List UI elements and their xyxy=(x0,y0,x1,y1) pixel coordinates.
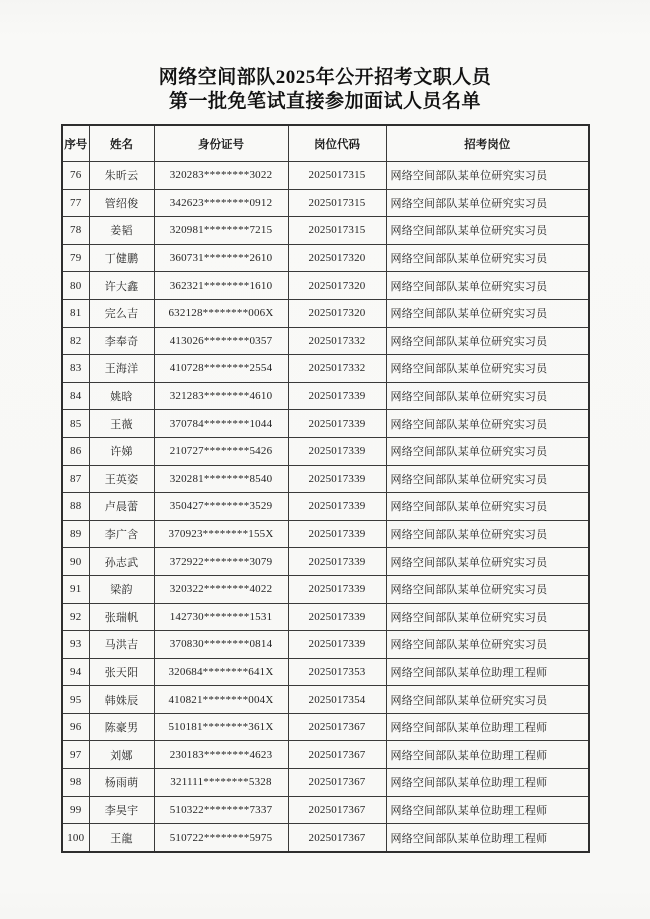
cell-name: 姚晗 xyxy=(89,382,154,410)
cell-post-title: 网络空间部队某单位助理工程师 xyxy=(386,658,589,686)
cell-post-title: 网络空间部队某单位研究实习员 xyxy=(386,465,589,493)
cell-id-number: 320322********4022 xyxy=(154,575,288,603)
cell-index: 82 xyxy=(62,327,89,355)
cell-post-title: 网络空间部队某单位研究实习员 xyxy=(386,355,589,383)
cell-id-number: 342623********0912 xyxy=(154,189,288,217)
table-header-row xyxy=(62,125,589,162)
table-row xyxy=(62,548,589,576)
cell-post-code: 2025017339 xyxy=(288,520,386,548)
page-title-line2: 第一批免笔试直接参加面试人员名单 xyxy=(168,91,481,112)
cell-post-title: 网络空间部队某单位助理工程师 xyxy=(386,769,589,797)
cell-id-number: 350427********3529 xyxy=(154,493,288,521)
table-row xyxy=(62,327,589,355)
cell-post-title: 网络空间部队某单位研究实习员 xyxy=(386,686,589,714)
cell-post-code: 2025017339 xyxy=(288,437,386,465)
cell-name: 梁韵 xyxy=(89,575,154,603)
cell-name: 马洪吉 xyxy=(89,631,154,659)
cell-post-title: 网络空间部队某单位助理工程师 xyxy=(386,824,589,852)
cell-index: 97 xyxy=(62,741,89,769)
cell-index: 95 xyxy=(62,686,89,714)
cell-index: 80 xyxy=(62,272,89,300)
cell-post-code: 2025017367 xyxy=(288,713,386,741)
cell-id-number: 413026********0357 xyxy=(154,327,288,355)
table-row xyxy=(62,631,589,659)
cell-post-code: 2025017367 xyxy=(288,824,386,852)
cell-post-code: 2025017367 xyxy=(288,769,386,797)
cell-post-title: 网络空间部队某单位研究实习员 xyxy=(386,437,589,465)
table-row xyxy=(62,355,589,383)
cell-post-code: 2025017367 xyxy=(288,741,386,769)
cell-name: 王龍 xyxy=(89,824,154,852)
cell-post-code: 2025017320 xyxy=(288,299,386,327)
cell-post-code: 2025017315 xyxy=(288,189,386,217)
cell-name: 陈豪男 xyxy=(89,713,154,741)
cell-post-code: 2025017315 xyxy=(288,162,386,190)
cell-index: 88 xyxy=(62,493,89,521)
cell-post-code: 2025017320 xyxy=(288,244,386,272)
cell-post-code: 2025017354 xyxy=(288,686,386,714)
table-row xyxy=(62,520,589,548)
cell-id-number: 320281********8540 xyxy=(154,465,288,493)
cell-name: 完么吉 xyxy=(89,299,154,327)
table-row xyxy=(62,658,589,686)
cell-name: 王海洋 xyxy=(89,355,154,383)
page-title xyxy=(0,66,650,114)
cell-index: 81 xyxy=(62,299,89,327)
roster-table xyxy=(61,124,590,853)
cell-post-code: 2025017339 xyxy=(288,493,386,521)
cell-post-title: 网络空间部队某单位助理工程师 xyxy=(386,741,589,769)
cell-id-number: 632128********006X xyxy=(154,299,288,327)
cell-id-number: 370923********155X xyxy=(154,520,288,548)
cell-index: 83 xyxy=(62,355,89,383)
cell-id-number: 142730********1531 xyxy=(154,603,288,631)
cell-post-title: 网络空间部队某单位研究实习员 xyxy=(386,548,589,576)
cell-index: 89 xyxy=(62,520,89,548)
cell-post-title: 网络空间部队某单位研究实习员 xyxy=(386,520,589,548)
cell-name: 韩姝辰 xyxy=(89,686,154,714)
cell-id-number: 210727********5426 xyxy=(154,437,288,465)
cell-index: 99 xyxy=(62,796,89,824)
header-cell-post-title: 招考岗位 xyxy=(386,125,589,162)
cell-index: 86 xyxy=(62,437,89,465)
cell-post-code: 2025017315 xyxy=(288,217,386,245)
cell-post-title: 网络空间部队某单位研究实习员 xyxy=(386,272,589,300)
cell-name: 王英姿 xyxy=(89,465,154,493)
table-row xyxy=(62,824,589,852)
cell-index: 79 xyxy=(62,244,89,272)
cell-name: 许娣 xyxy=(89,437,154,465)
cell-post-title: 网络空间部队某单位助理工程师 xyxy=(386,713,589,741)
table-row xyxy=(62,575,589,603)
cell-name: 张瑞帆 xyxy=(89,603,154,631)
cell-index: 91 xyxy=(62,575,89,603)
table-row xyxy=(62,299,589,327)
cell-index: 100 xyxy=(62,824,89,852)
cell-index: 90 xyxy=(62,548,89,576)
cell-index: 85 xyxy=(62,410,89,438)
cell-post-title: 网络空间部队某单位研究实习员 xyxy=(386,327,589,355)
cell-name: 孙志武 xyxy=(89,548,154,576)
cell-id-number: 410728********2554 xyxy=(154,355,288,383)
cell-post-title: 网络空间部队某单位研究实习员 xyxy=(386,217,589,245)
cell-post-code: 2025017339 xyxy=(288,548,386,576)
cell-id-number: 372922********3079 xyxy=(154,548,288,576)
cell-name: 杨雨萌 xyxy=(89,769,154,797)
page-title-line1: 网络空间部队2025年公开招考文职人员 xyxy=(158,67,492,88)
cell-id-number: 370830********0814 xyxy=(154,631,288,659)
table-row xyxy=(62,217,589,245)
cell-post-code: 2025017339 xyxy=(288,382,386,410)
header-cell-post-code: 岗位代码 xyxy=(288,125,386,162)
cell-index: 92 xyxy=(62,603,89,631)
cell-id-number: 321283********4610 xyxy=(154,382,288,410)
cell-post-code: 2025017332 xyxy=(288,327,386,355)
cell-id-number: 320981********7215 xyxy=(154,217,288,245)
cell-index: 84 xyxy=(62,382,89,410)
table-row xyxy=(62,437,589,465)
cell-name: 刘娜 xyxy=(89,741,154,769)
cell-index: 94 xyxy=(62,658,89,686)
cell-index: 76 xyxy=(62,162,89,190)
cell-name: 李广含 xyxy=(89,520,154,548)
cell-post-code: 2025017353 xyxy=(288,658,386,686)
cell-id-number: 510722********5975 xyxy=(154,824,288,852)
table-row xyxy=(62,162,589,190)
cell-name: 卢晨蕾 xyxy=(89,493,154,521)
cell-post-code: 2025017367 xyxy=(288,796,386,824)
header-cell-name: 姓名 xyxy=(89,125,154,162)
cell-id-number: 321111********5328 xyxy=(154,769,288,797)
cell-post-code: 2025017339 xyxy=(288,603,386,631)
cell-id-number: 410821********004X xyxy=(154,686,288,714)
cell-post-code: 2025017339 xyxy=(288,465,386,493)
table-row xyxy=(62,382,589,410)
cell-post-title: 网络空间部队某单位研究实习员 xyxy=(386,244,589,272)
cell-index: 77 xyxy=(62,189,89,217)
cell-name: 张天阳 xyxy=(89,658,154,686)
cell-name: 王薇 xyxy=(89,410,154,438)
cell-post-code: 2025017332 xyxy=(288,355,386,383)
table-row xyxy=(62,493,589,521)
table-row xyxy=(62,189,589,217)
cell-post-code: 2025017339 xyxy=(288,410,386,438)
cell-post-title: 网络空间部队某单位研究实习员 xyxy=(386,493,589,521)
cell-post-title: 网络空间部队某单位研究实习员 xyxy=(386,631,589,659)
cell-post-title: 网络空间部队某单位研究实习员 xyxy=(386,299,589,327)
header-cell-index: 序号 xyxy=(62,125,89,162)
cell-name: 姜韬 xyxy=(89,217,154,245)
header-cell-id-number: 身份证号 xyxy=(154,125,288,162)
cell-post-title: 网络空间部队某单位助理工程师 xyxy=(386,796,589,824)
cell-post-title: 网络空间部队某单位研究实习员 xyxy=(386,410,589,438)
table-row xyxy=(62,769,589,797)
cell-name: 许大鑫 xyxy=(89,272,154,300)
cell-id-number: 362321********1610 xyxy=(154,272,288,300)
cell-index: 93 xyxy=(62,631,89,659)
cell-name: 管绍俊 xyxy=(89,189,154,217)
cell-name: 丁健鹏 xyxy=(89,244,154,272)
cell-index: 78 xyxy=(62,217,89,245)
cell-id-number: 230183********4623 xyxy=(154,741,288,769)
cell-id-number: 510181********361X xyxy=(154,713,288,741)
cell-post-title: 网络空间部队某单位研究实习员 xyxy=(386,575,589,603)
cell-index: 87 xyxy=(62,465,89,493)
table-row xyxy=(62,272,589,300)
table-row xyxy=(62,410,589,438)
cell-id-number: 360731********2610 xyxy=(154,244,288,272)
cell-id-number: 510322********7337 xyxy=(154,796,288,824)
table-row xyxy=(62,713,589,741)
table-row xyxy=(62,796,589,824)
table-row xyxy=(62,603,589,631)
table-body xyxy=(62,162,589,852)
table-row xyxy=(62,465,589,493)
cell-post-title: 网络空间部队某单位研究实习员 xyxy=(386,603,589,631)
cell-post-title: 网络空间部队某单位研究实习员 xyxy=(386,382,589,410)
cell-post-code: 2025017339 xyxy=(288,631,386,659)
table-row xyxy=(62,741,589,769)
cell-post-code: 2025017320 xyxy=(288,272,386,300)
cell-index: 98 xyxy=(62,769,89,797)
table-row xyxy=(62,244,589,272)
cell-index: 96 xyxy=(62,713,89,741)
cell-id-number: 320684********641X xyxy=(154,658,288,686)
cell-post-title: 网络空间部队某单位研究实习员 xyxy=(386,162,589,190)
cell-id-number: 320283********3022 xyxy=(154,162,288,190)
cell-id-number: 370784********1044 xyxy=(154,410,288,438)
cell-name: 朱昕云 xyxy=(89,162,154,190)
cell-post-title: 网络空间部队某单位研究实习员 xyxy=(386,189,589,217)
cell-post-code: 2025017339 xyxy=(288,575,386,603)
cell-name: 李奉奇 xyxy=(89,327,154,355)
cell-name: 李昊宇 xyxy=(89,796,154,824)
table-row xyxy=(62,686,589,714)
